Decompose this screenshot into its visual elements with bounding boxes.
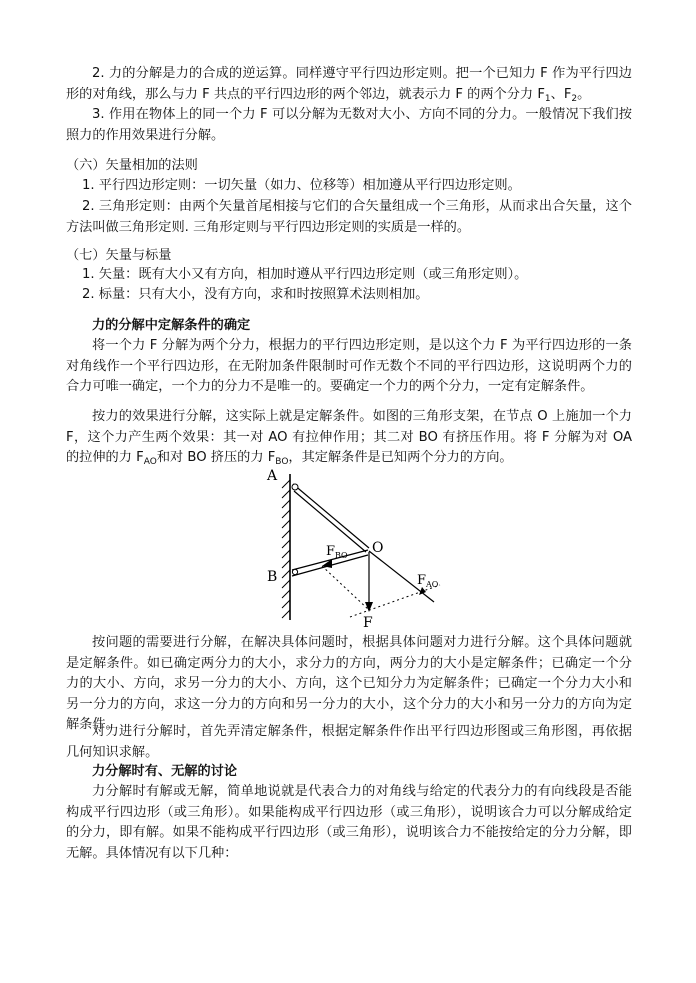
paragraph-decomposition-inverse: 2. 力的分解是力的合成的逆运算。同样遵守平行四边形定则。把一个已知力 F 作为平行四边形的对角线，那么与力 F 共点的平行四边形的两个邻边，就表示力 F 的两个分力 $F_1$、$F_2$。	[66, 66, 632, 104]
title-solvability-discussion: 力分解时有、无解的讨论	[92, 764, 238, 779]
paragraph-definite-solution-intro: 将一个力 F 分解为两个分力，根据力的平行四边形定则，是以这个力 F 为平行四边形的一条对角线作一个平行四边形，在无附加条件限制时可作无数个不同的平行四边形，这说明两个力的合力可唯一确定，一个力的分力不是唯一的。要确定一个力的两个分力，一定有定解条件。	[66, 338, 632, 394]
list-item-scalar-definition: 2. 标量：只有大小，没有方向，求和时按照算术法则相加。	[82, 287, 429, 302]
triangle-bracket-figure	[262, 462, 452, 632]
list-item-triangle-rule: 2. 三角形定则：由两个矢量首尾相接与它们的合矢量组成一个三角形，从而求出合矢量，这个方法叫做三角形定则. 三角形定则与平行四边形定则的实质是一样的。	[66, 199, 632, 235]
construction-line-1	[322, 566, 369, 610]
list-item-vector-definition: 1. 矢量：既有大小又有方向，相加时遵从平行四边形定则（或三角形定则）。	[82, 267, 528, 282]
list-item-parallelogram-rule: 1. 平行四边形定则：一切矢量（如力、位移等）相加遵从平行四边形定则。	[82, 178, 521, 193]
paragraph-solvability: 力分解时有解或无解，简单地说就是代表合力的对角线与给定的代表分力的有向线段是否能构成平行四边形（或三角形）。如果能构成平行四边形（或三角形），说明该合力可以分解成给定的分力，即有解。如果不能构成平行四边形（或三角形），说明该合力不能按给定的分力分解，即无解。具体情况有以下几种：	[66, 784, 632, 861]
label-f: F	[363, 615, 373, 631]
rod-ao-lower	[294, 491, 366, 552]
paragraph-decomposition-method: 对力进行分解时，首先弄清定解条件，根据定解条件作出平行四边形图或三角形图，再依据几何知识求解。	[66, 724, 632, 760]
label-b: B	[267, 569, 278, 585]
rod-ao-upper	[293, 484, 369, 548]
heading-vector-scalar: （七）矢量与标量	[66, 248, 172, 263]
label-fao: $F_{AO}$	[417, 573, 439, 589]
label-fbo: $F_{BO}$	[326, 544, 348, 560]
label-a: A	[267, 468, 278, 484]
paragraph-infinite-decompositions: 3. 作用在物体上的同一个力 F 可以分解为无数对大小、方向不同的分力。一般情况下我们按照力的作用效果进行分解。	[66, 107, 632, 143]
label-o: O	[372, 540, 384, 556]
pivot-b	[292, 569, 297, 574]
pivot-a	[292, 484, 298, 490]
paragraph-problem-based-decomposition: 按问题的需要进行分解，在解决具体问题时，根据具体问题对力进行分解。这个具体问题就是定解条件。如已确定两分力的大小，求分力的方向，两分力的大小是定解条件；已确定一个分力的大小、方向，求另一分力的大小、方向，这个已知分力为定解条件；已确定一个分力大小和另一分力的方向，求这一分力的方向和另一分力的大小，这个分力的大小和另一分力的方向为定解条件。	[66, 635, 632, 732]
construction-line-2	[350, 585, 440, 617]
title-definite-solution-conditions: 力的分解中定解条件的确定	[92, 318, 251, 333]
wall-hatching	[282, 480, 290, 618]
paragraph-effect-decomposition: 按力的效果进行分解，这实际上就是定解条件。如图的三角形支架，在节点 O 上施加一个力 F，这个力产生两个效果：其一对 AO 有拉伸作用；其二对 BO 有挤压作用。将 F 分解为对 OA 的拉伸的力 $F_{AO}$和对 BO 挤压的力 $F_{BO}$，其定解条件是已知两个分力的方向。	[66, 409, 632, 467]
heading-vector-addition: （六）矢量相加的法则	[66, 158, 198, 173]
